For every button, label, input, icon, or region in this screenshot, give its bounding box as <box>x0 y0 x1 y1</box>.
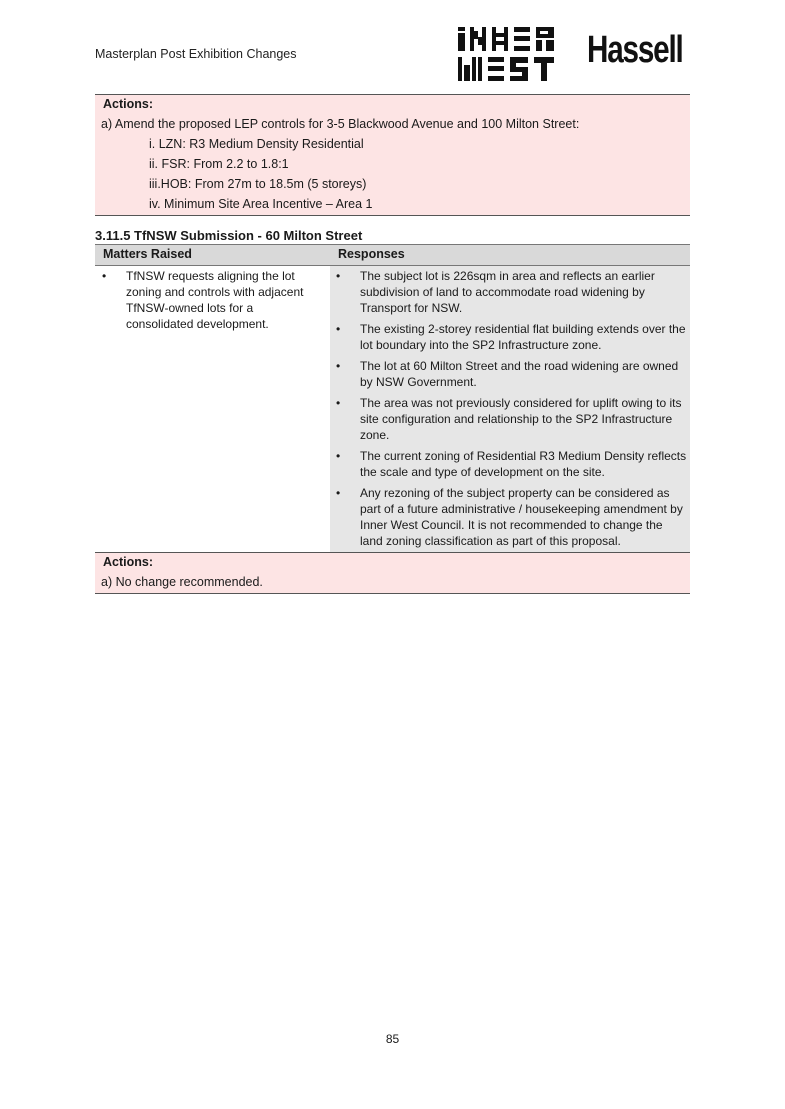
submission-table <box>95 244 690 552</box>
actions-text: a) No change recommended. <box>101 575 263 589</box>
document-title: Masterplan Post Exhibition Changes <box>95 47 297 61</box>
bullet-icon: • <box>336 486 341 500</box>
action-item: i. LZN: R3 Medium Density Residential <box>149 137 364 151</box>
response-item: • The subject lot is 226sqm in area and reflects an earlier subdivision of land to accommodate road widening by Transport for NSW. <box>336 269 655 315</box>
matter-item: • TfNSW requests aligning the lot zoning and controls with adjacent TfNSW-owned lots for a consolidated development. <box>102 269 304 331</box>
bullet-icon: • <box>336 396 341 410</box>
response-item: • The existing 2-storey residential flat building extends over the lot boundary into the SP2 Infrastructure zone. <box>336 322 686 352</box>
column-header-matters: Matters Raised <box>95 245 330 266</box>
bullet-icon: • <box>336 269 341 283</box>
response-item: • The current zoning of Residential R3 Medium Density reflects the scale and type of development on the site. <box>336 449 687 479</box>
actions-title: Actions: <box>103 97 153 111</box>
action-item: iii.HOB: From 27m to 18.5m (5 storeys) <box>149 177 367 191</box>
bullet-icon: • <box>336 359 341 373</box>
page-number: 85 <box>385 1032 400 1046</box>
inner-west-logo <box>458 27 558 81</box>
bullet-icon: • <box>102 269 107 283</box>
hassell-logo: Hassell <box>587 29 683 71</box>
action-item: ii. FSR: From 2.2 to 1.8:1 <box>149 157 289 171</box>
response-item: • Any rezoning of the subject property can be considered as part of a future administrative / housekeeping amendment by Inner West Council. It is not recommended to change the land zoning classification as part of this proposal. <box>336 486 683 548</box>
response-item: • The lot at 60 Milton Street and the road widening are owned by NSW Government. <box>336 359 679 389</box>
column-header-responses: Responses <box>330 245 690 266</box>
actions-intro: a) Amend the proposed LEP controls for 3-5 Blackwood Avenue and 100 Milton Street: <box>101 117 580 131</box>
bullet-icon: • <box>336 322 341 336</box>
actions-title: Actions: <box>103 555 153 569</box>
response-item: • The area was not previously considered for uplift owing to its site configuration and relationship to the SP2 Infrastructure zone. <box>336 396 682 442</box>
bullet-icon: • <box>336 449 341 463</box>
section-heading: 3.11.5 TfNSW Submission - 60 Milton Street <box>95 228 363 243</box>
actions-box-top <box>95 94 690 216</box>
actions-box-bottom <box>95 552 690 594</box>
action-item: iv. Minimum Site Area Incentive – Area 1 <box>149 197 373 211</box>
